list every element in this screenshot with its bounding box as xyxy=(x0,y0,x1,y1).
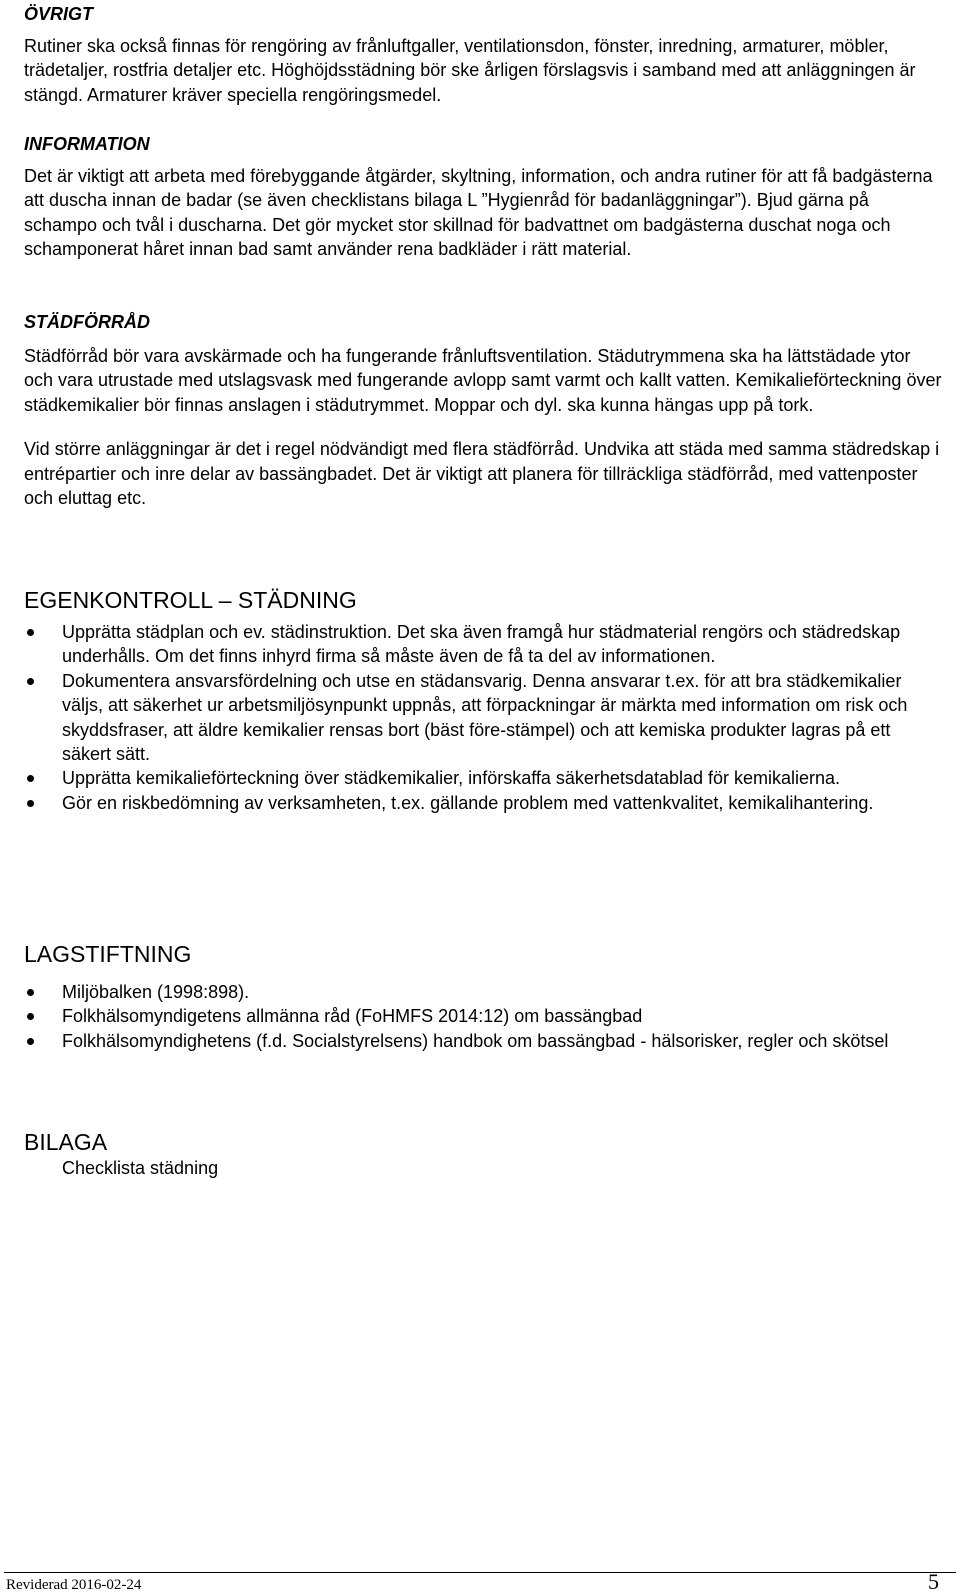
section-text: Vid större anläggningar är det i regel nödvändigt med flera städförråd. Undvika att städa med samma städredskap i entrépartier och inre delar av bassängbadet. Det är viktigt att planera för tillräckliga städförråd, med vattenposter och eluttag etc. xyxy=(24,439,940,509)
section-text: Det är viktigt att arbeta med förebyggande åtgärder, skyltning, information, och andra rutiner för att få badgästerna att duscha innan de badar (se även checklistans bilaga L ”Hygienråd för badanläggningar”). Bjud gärna på schampo och tvål i duscharna. Det gör mycket stor skillnad för badvattnet om badgästerna duschat noga och schamponerat håret innan bad samt använder rena badkläder i rätt material. xyxy=(24,166,933,260)
bullet-list xyxy=(24,620,944,815)
list-item xyxy=(24,669,944,767)
bullet-icon xyxy=(27,629,34,636)
list-item-text: Upprätta kemikalieförteckning över städkemikalier, införskaffa säkerhetsdatablad för kemikalierna. xyxy=(62,768,841,789)
section-heading: EGENKONTROLL – STÄDNING xyxy=(24,587,357,613)
section-heading: BILAGA xyxy=(24,1129,108,1155)
footer-revised-date: Reviderad 2016-02-24 xyxy=(6,1577,142,1593)
section-egenkontroll xyxy=(24,586,944,815)
bullet-icon xyxy=(27,989,34,996)
list-item xyxy=(24,791,944,815)
list-item-text: Folkhälsomyndigetens allmänna råd (FoHMFS 2014:12) om bassängbad xyxy=(62,1006,643,1027)
page-number: 5 xyxy=(928,1569,939,1594)
list-item xyxy=(24,766,944,790)
list-item xyxy=(24,980,944,1004)
section-heading: ÖVRIGT xyxy=(24,4,94,24)
section-text: Checklista städning xyxy=(62,1158,219,1178)
list-item-text: Folkhälsomyndighetens (f.d. Socialstyrelsens) handbok om bassängbad - hälsorisker, regler och skötsel xyxy=(62,1030,889,1051)
section-text: Städförråd bör vara avskärmade och ha fungerande frånluftsventilation. Städutrymmena ska ha lättstädade ytor och vara utrustade med utslagsvask med fungerande avlopp samt varmt och kallt vatten. Kemikalieförteckning över städkemikalier bör finnas anslagen i städutrymmet. Moppar och dyl. ska kunna hängas upp på tork. xyxy=(24,346,942,415)
bullet-icon xyxy=(27,800,34,807)
section-heading: INFORMATION xyxy=(24,134,150,154)
list-item-text: Miljöbalken (1998:898). xyxy=(62,982,250,1002)
list-item xyxy=(24,620,944,669)
list-item xyxy=(24,1029,944,1053)
section-bilaga xyxy=(24,1128,944,1180)
section-heading: STÄDFÖRRÅD xyxy=(24,312,150,332)
list-item-text: Dokumentera ansvarsfördelning och utse en städansvarig. Denna ansvarar t.ex. för att bra städkemikalier väljs, att säkerhet ur arbetsmiljösynpunkt uppnås, att förpackningar är märkta med information om risk och skyddsfraser, att äldre kemikalier rensas bort (bäst före-stämpel) och att kemiska produkter lagras på ett säkert sätt. xyxy=(62,670,908,765)
list-item xyxy=(24,1004,944,1028)
bullet-icon xyxy=(27,1038,34,1045)
bullet-list xyxy=(24,980,944,1053)
footer-divider xyxy=(4,1572,956,1573)
bullet-icon xyxy=(27,1013,34,1020)
section-lagstiftning xyxy=(24,940,944,1053)
section-ovrigt xyxy=(24,2,944,107)
bullet-icon xyxy=(27,678,34,685)
list-item-text: Gör en riskbedömning av verksamheten, t.ex. gällande problem med vattenkvalitet, kemikalihantering. xyxy=(62,792,874,813)
section-heading: LAGSTIFTNING xyxy=(24,941,192,967)
bullet-icon xyxy=(27,775,34,782)
section-information xyxy=(24,132,944,262)
list-item-text: Upprätta städplan och ev. städinstruktion. Det ska även framgå hur städmaterial rengörs och städredskap underhålls. Om det finns inhyrd firma så måste även de få ta del av informationen. xyxy=(62,622,901,667)
section-stadforrad xyxy=(24,310,944,510)
section-text: Rutiner ska också finnas för rengöring av frånluftgaller, ventilationsdon, fönster, inredning, armaturer, möbler, trädetaljer, rostfria detaljer etc. Höghöjdsstädning bör ske årligen förslagsvis i samband med att anläggningen är stängd. Armaturer kräver speciella rengöringsmedel. xyxy=(24,36,916,105)
